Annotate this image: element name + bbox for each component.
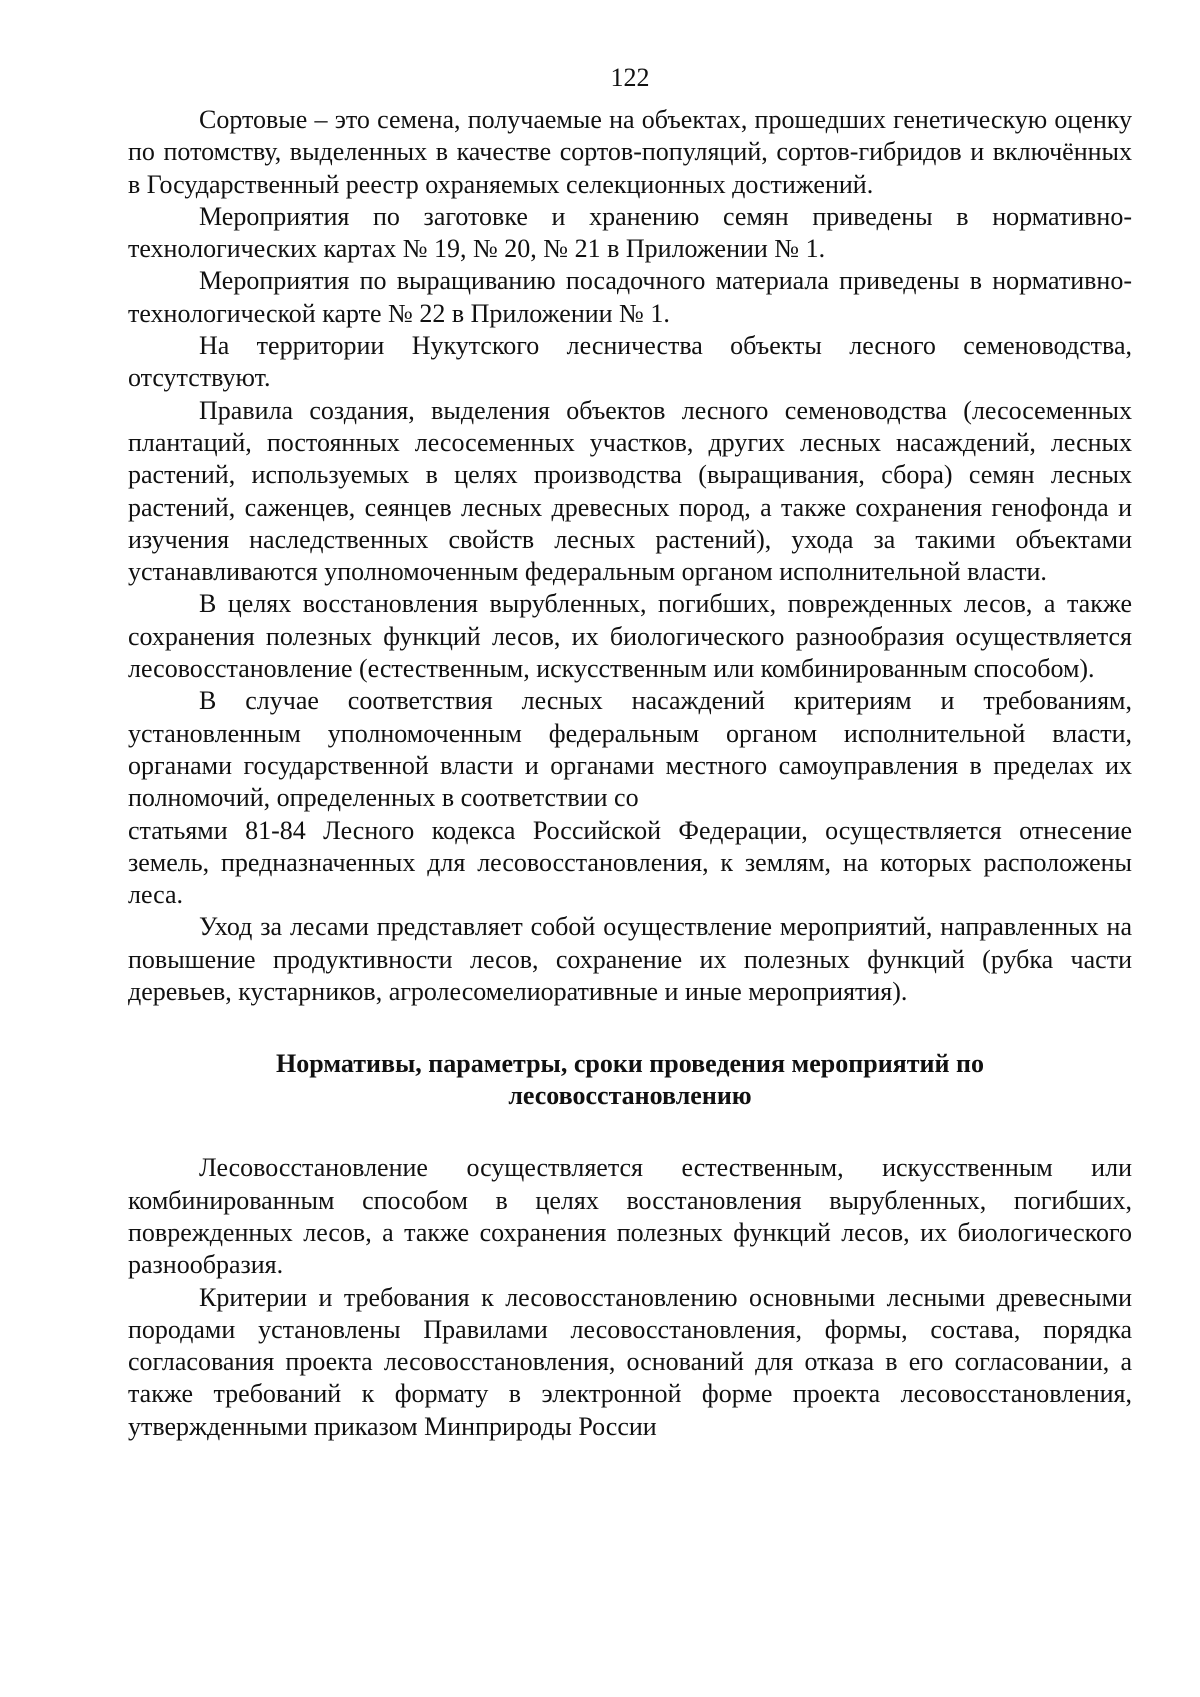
paragraph-reforestation-methods: Лесовосстановление осуществляется естественным, искусственным или комбинированным способом в целях восстановления вырубленных, погибших, поврежденных лесов, а также сохранения полезных функций лесов, их биологического разнообразия. (128, 1153, 1132, 1280)
page-number: 122 (610, 63, 650, 92)
section-heading (128, 1048, 1132, 1112)
paragraph-forest-care: Уход за лесами представляет собой осуществление мероприятий, направленных на повышение продуктивности лесов, сохранение их полезных функций (рубка части деревьев, кустарников, агролесомелиоративные и иные мероприятия). (128, 912, 1132, 1007)
paragraph-seed-rules: Правила создания, выделения объектов лесного семеноводства (лесосеменных плантаций, постоянных лесосеменных участков, других лесных насаждений, лесных растений, используемых в целях производства (выращивания, сбора) семян лесных растений, саженцев, сеянцев лесных древесных пород, а также сохранения генофонда и изучения наследственных свойств лесных растений), ухода за такими объектами устанавливаются уполномоченным федеральным органом исполнительной власти. (128, 395, 1132, 587)
paragraph-planting-material: Мероприятия по выращиванию посадочного материала приведены в нормативно-технологической карте № 22 в Приложении № 1. (128, 266, 1132, 328)
paragraph-land-classification: В случае соответствия лесных насаждений критериям и требованиям, установленным уполномоченным федеральным органом исполнительной власти, органами государственной власти и органами местного самоуправления в пределах их полномочий, определенных в соответствии со статьями 81-84 Лесного кодекса Российской Федерации, осуществляется отнесение земель, предназначенных для лесовосстановления, к землям, на которых расположены леса. (128, 686, 1132, 910)
document-page (128, 62, 1132, 1443)
section-heading-line-1: Нормативы, параметры, сроки проведения мероприятий по (276, 1049, 984, 1079)
paragraph-seed-varieties: Сортовые – это семена, получаемые на объектах, прошедших генетическую оценку по потомству, выделенных в качестве сортов-популяций, сортов-гибридов и включённых в Государственный реестр охраняемых селекционных достижений. (128, 105, 1132, 199)
paragraph-reforestation-purpose: В целях восстановления вырубленных, погибших, поврежденных лесов, а также сохранения полезных функций лесов, их биологического разнообразия осуществляется лесовосстановление (естественным, искусственным или комбинированным способом). (128, 589, 1132, 684)
paragraph-seed-objects-absent: На территории Нукутского лесничества объекты лесного семеноводства, отсутствуют. (128, 331, 1132, 393)
section-heading-line-2: лесовосстановлению (508, 1081, 752, 1111)
paragraph-seed-storage: Мероприятия по заготовке и хранению семян приведены в нормативно-технологических картах № 19, № 20, № 21 в Приложении № 1. (128, 201, 1132, 264)
paragraph-reforestation-criteria: Критерии и требования к лесовосстановлению основными лесными древесными породами установлены Правилами лесовосстановления, формы, состава, порядка согласования проекта лесовосстановления, оснований для отказа в его согласовании, а также требований к формату в электронной форме проекта лесовосстановления, утвержденными приказом Минприроды России (128, 1282, 1132, 1441)
